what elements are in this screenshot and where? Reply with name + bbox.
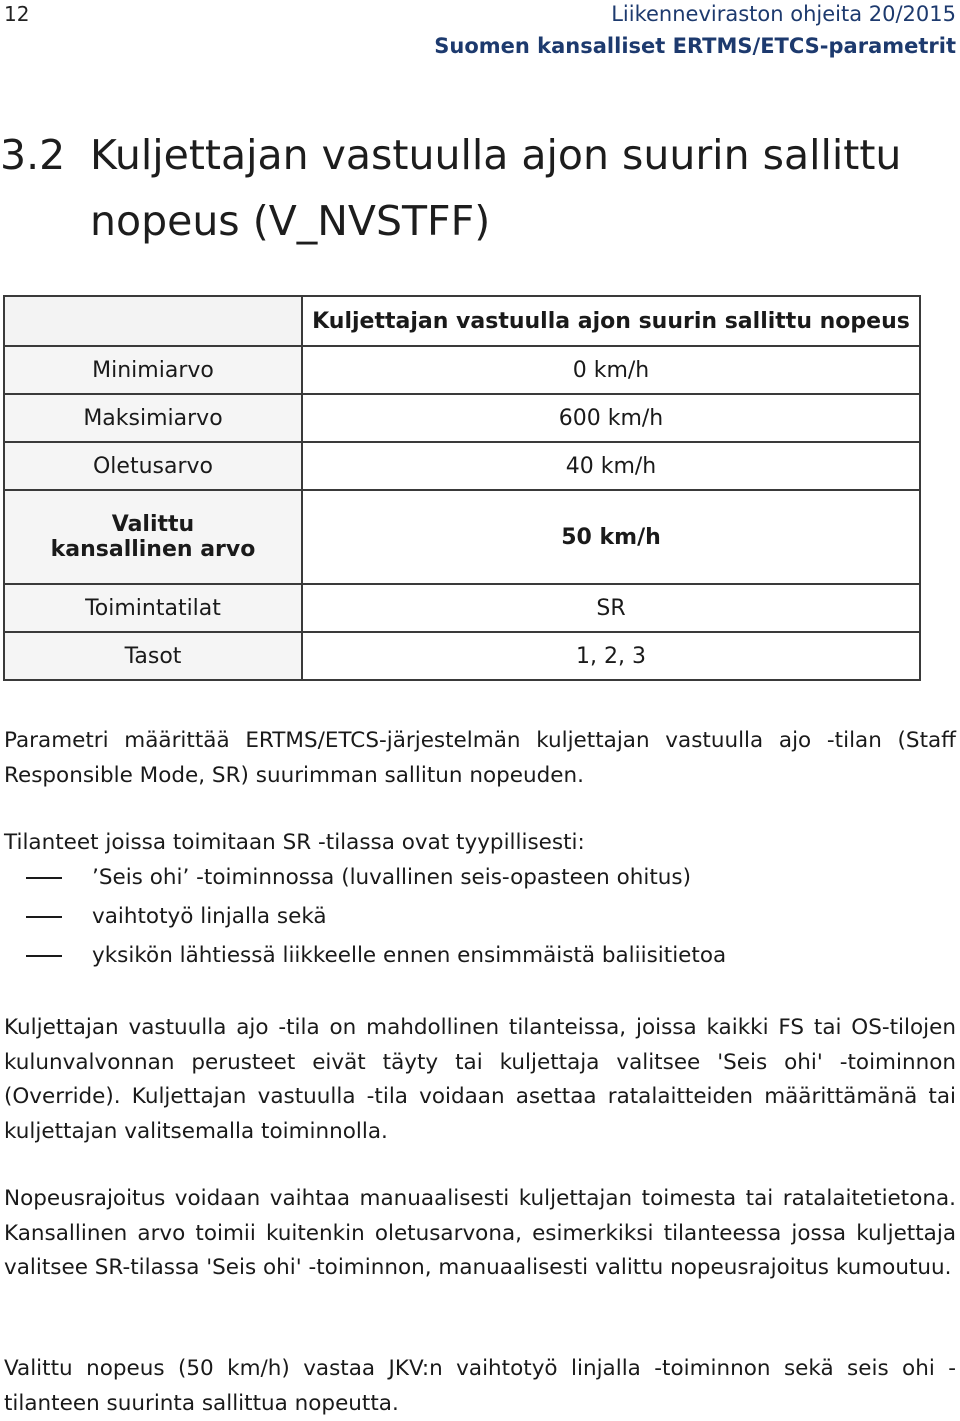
paragraph-situations-intro	[4, 826, 956, 861]
publication-title: Liikenneviraston ohjeita 20/2015	[611, 2, 956, 26]
paragraph-text: Nopeusrajoitus voidaan vaihtaa manuaalisesti kuljettajan toimesta tai ratalaitetietona. Kansallinen arvo toimii kuitenkin oletusarvona, esimerkiksi tilanteessa jossa kuljettaja valitsee SR-tilassa 'Seis ohi' -toiminnon, manuaalisesti valittu nopeusrajoitus kumoutuu.	[4, 1186, 956, 1280]
row-value: 600 km/h	[302, 394, 920, 442]
paragraph-sr-conditions	[4, 1011, 956, 1149]
row-label: Minimiarvo	[4, 346, 302, 394]
publication-subtitle: Suomen kansalliset ERTMS/ETCS-parametrit	[434, 34, 956, 58]
paragraph-text: Valittu nopeus (50 km/h) vastaa JKV:n vaihtotyö linjalla -toiminnon sekä seis ohi -tilanteen suurinta sallittua nopeutta.	[4, 1356, 956, 1416]
row-value: 50 km/h	[302, 490, 920, 584]
situations-list	[4, 858, 956, 975]
row-value: SR	[302, 584, 920, 632]
section-number: 3.2	[0, 131, 66, 179]
row-value: 40 km/h	[302, 442, 920, 490]
paragraph-definition	[4, 724, 956, 793]
table-row	[4, 346, 920, 394]
list-item	[4, 897, 956, 936]
table-row-selected-value	[4, 490, 920, 584]
row-label: Toimintatilat	[4, 584, 302, 632]
row-value: 0 km/h	[302, 346, 920, 394]
table-header-row	[4, 296, 920, 346]
section-heading	[0, 122, 960, 254]
table-row	[4, 584, 920, 632]
dash-bullet-icon	[26, 877, 62, 879]
list-item	[4, 858, 956, 897]
paragraph-speed-limit-change	[4, 1182, 956, 1286]
table-row	[4, 394, 920, 442]
paragraph-text: Parametri määrittää ERTMS/ETCS-järjestelmän kuljettajan vastuulla ajo -tilan (Staff Responsible Mode, SR) suurimman sallitun nopeuden.	[4, 728, 956, 788]
page-number: 12	[4, 2, 30, 26]
table-row	[4, 632, 920, 680]
table-corner-cell	[4, 296, 302, 346]
table-column-header: Kuljettajan vastuulla ajon suurin sallittu nopeus	[302, 296, 920, 346]
dash-bullet-icon	[26, 955, 62, 957]
row-value: 1, 2, 3	[302, 632, 920, 680]
row-label-line2: kansallinen arvo	[50, 537, 256, 562]
row-label: Maksimiarvo	[4, 394, 302, 442]
list-item-text: yksikön lähtiessä liikkeelle ennen ensimmäistä baliisitietoa	[92, 943, 727, 968]
list-item	[4, 936, 956, 975]
parameter-table	[3, 295, 921, 681]
table-row	[4, 442, 920, 490]
section-title-line2: nopeus (V_NVSTFF)	[90, 197, 491, 245]
list-item-text: vaihtotyö linjalla sekä	[92, 904, 327, 929]
row-label	[4, 490, 302, 584]
section-title-line1: Kuljettajan vastuulla ajon suurin sallittu	[90, 131, 902, 179]
paragraph-text: Kuljettajan vastuulla ajo -tila on mahdollinen tilanteissa, joissa kaikki FS tai OS-tilojen kulunvalvonnan perusteet eivät täyty tai kuljettaja valitsee 'Seis ohi' -toiminnon (Override). Kuljettajan vastuulla -tila voidaan asettaa ratalaitteiden määrittämänä tai kuljettajan valitsemalla toiminnolla.	[4, 1015, 956, 1144]
row-label: Oletusarvo	[4, 442, 302, 490]
page-header	[0, 0, 960, 70]
row-label: Tasot	[4, 632, 302, 680]
paragraph-text: Tilanteet joissa toimitaan SR -tilassa ovat tyypillisesti:	[4, 830, 585, 855]
dash-bullet-icon	[26, 916, 62, 918]
row-label-line1: Valittu	[111, 512, 195, 537]
list-item-text: ’Seis ohi’ -toiminnossa (luvallinen seis-opasteen ohitus)	[92, 865, 691, 890]
paragraph-selected-speed	[4, 1352, 956, 1421]
